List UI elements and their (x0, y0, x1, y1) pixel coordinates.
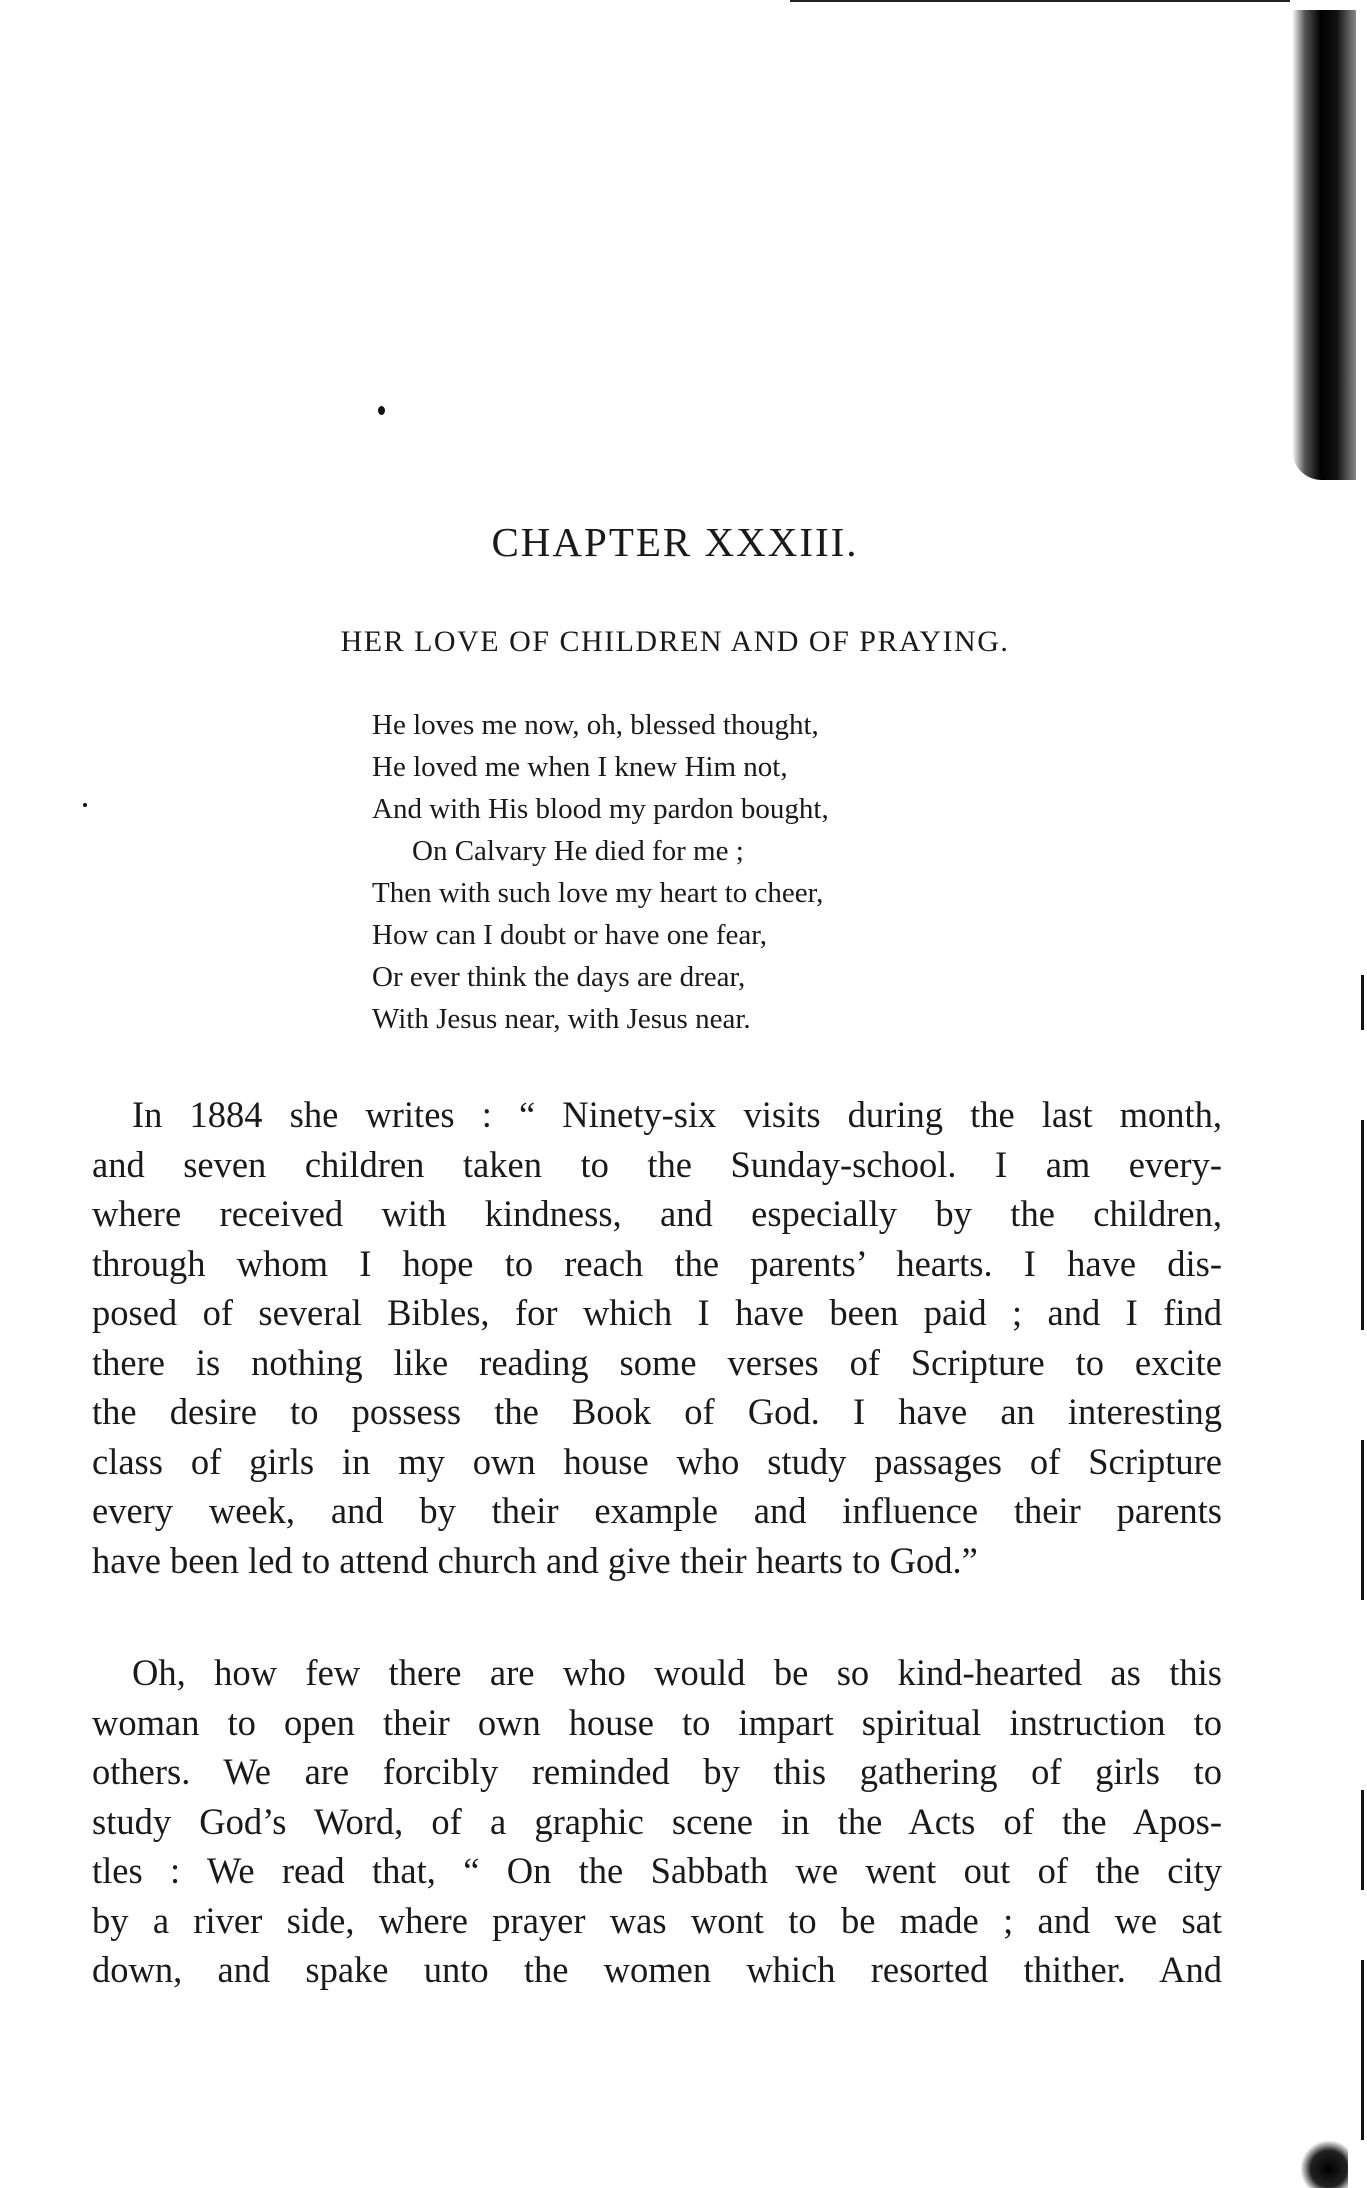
paragraph-line: through whom I hope to reach the parents’ hearts. I have dis- (92, 1242, 1222, 1284)
epigraph-poem (372, 704, 992, 1040)
scan-edge-line (1361, 975, 1364, 1030)
scan-top-edge (790, 0, 1290, 2)
paragraph-line: others. We are forcibly reminded by this gathering of girls to (92, 1751, 1222, 1792)
scan-edge-line (1361, 1960, 1364, 2140)
chapter-title: CHAPTER XXXIII. (491, 519, 859, 565)
paragraph-line: and seven children taken to the Sunday-school. I am every- (92, 1143, 1222, 1185)
scan-spine-shadow (1292, 10, 1356, 480)
paragraph-line: woman to open their own house to impart spiritual instruction to (92, 1701, 1222, 1743)
paragraph-line: study God’s Word, of a graphic scene in the Acts of the Apos- (92, 1800, 1222, 1842)
scan-corner-blot (1300, 2140, 1348, 2188)
body-paragraph (92, 1648, 1222, 1995)
paragraph-line: tles : We read that, “ On the Sabbath we went out of the city (92, 1850, 1222, 1891)
paragraph-line: Oh, how few there are who would be so kind-hearted as this (132, 1652, 1222, 1693)
scan-edge-line (1361, 1120, 1364, 1330)
paragraph-line: In 1884 she writes : “ Ninety-six visits during the last month, (132, 1094, 1222, 1135)
scan-spine-gap (1360, 70, 1364, 400)
body-paragraph (92, 1090, 1222, 1585)
poem-line: Or ever think the days are drear, (372, 961, 746, 993)
paragraph-line: by a river side, where prayer was wont to be made ; and we sat (92, 1899, 1222, 1941)
paragraph-line: there is nothing like reading some verses of Scripture to excite (92, 1341, 1222, 1383)
paragraph-line: every week, and by their example and influence their parents (92, 1490, 1222, 1531)
poem-line: He loved me when I knew Him not, (372, 751, 788, 783)
scan-speck (378, 406, 385, 415)
poem-line: On Calvary He died for me ; (412, 835, 744, 867)
poem-line: He loves me now, oh, blessed thought, (372, 709, 819, 741)
poem-line: Then with such love my heart to cheer, (372, 877, 824, 909)
paragraph-line: where received with kindness, and especially by the children, (92, 1193, 1222, 1234)
paragraph-line: down, and spake unto the women which resorted thither. And (92, 1949, 1222, 1990)
scan-edge-line (1361, 1440, 1364, 1600)
poem-line: And with His blood my pardon bought, (372, 793, 829, 825)
paragraph-line: have been led to attend church and give their hearts to God.” (92, 1539, 978, 1581)
scan-edge-line (1361, 1790, 1364, 1890)
chapter-subtitle: HER LOVE OF CHILDREN AND OF PRAYING. (340, 625, 1010, 658)
poem-line: With Jesus near, with Jesus near. (372, 1003, 751, 1035)
poem-line: How can I doubt or have one fear, (372, 919, 768, 951)
scan-speck (83, 803, 87, 807)
paragraph-line: the desire to possess the Book of God. I have an interesting (92, 1391, 1222, 1432)
paragraph-line: posed of several Bibles, for which I have been paid ; and I find (92, 1292, 1222, 1333)
paragraph-line: class of girls in my own house who study passages of Scripture (92, 1440, 1222, 1482)
